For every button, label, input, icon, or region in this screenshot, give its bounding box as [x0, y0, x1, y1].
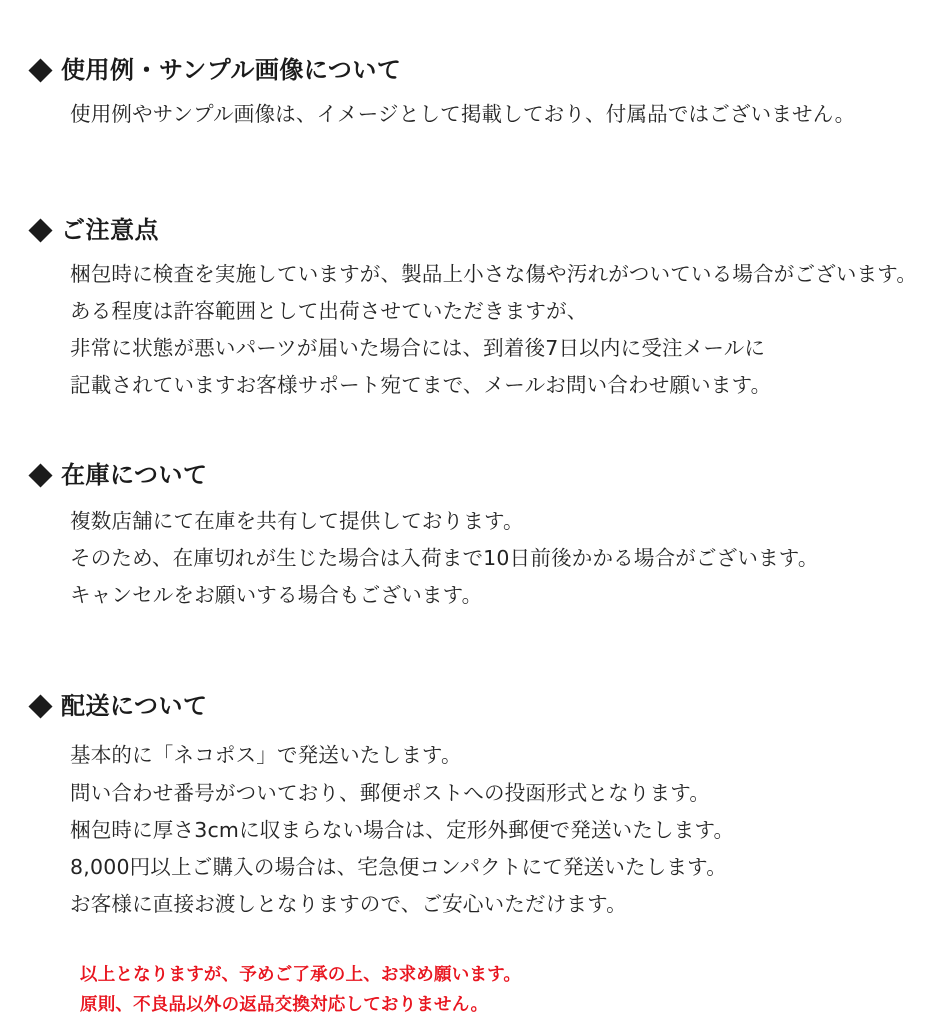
section-title: 在庫について: [61, 461, 208, 490]
body-line: 記載されていますお客様サポート宛てまで、メールお問い合わせ願います。: [70, 373, 772, 398]
section-body: [28, 740, 920, 920]
body-line: 複数店舗にて在庫を共有して提供しております。: [70, 509, 524, 534]
section-heading: [28, 692, 920, 721]
body-line: 梱包時に検査を実施していますが、製品上小さな傷や汚れがついている場合がございます。: [70, 261, 918, 286]
diamond-bullet-icon: [28, 464, 52, 488]
body-line: お客様に直接お渡しとなりますので、ご安心いただけます。: [70, 892, 627, 917]
closing-notice: [28, 962, 920, 1019]
diamond-bullet-icon: [28, 694, 52, 718]
body-line: 梱包時に厚さ3cmに収まらない場合は、定形外郵便で発送いたします。: [70, 817, 735, 842]
section-title: ご注意点: [61, 215, 159, 244]
body-line: 問い合わせ番号がついており、郵便ポストへの投函形式となります。: [70, 780, 711, 805]
section-title: 配送について: [61, 691, 208, 720]
section-body: [28, 506, 920, 611]
section-title: 使用例・サンプル画像について: [61, 56, 402, 84]
section-body: [28, 99, 920, 130]
body-line: 使用例やサンプル画像は、イメージとして掲載しており、付属品ではございません。: [70, 101, 856, 126]
body-line: キャンセルをお願いする場合もございます。: [70, 583, 483, 608]
section-heading: [28, 216, 920, 245]
notice-line: 以上となりますが、予めご了承の上、お求め願います。: [80, 965, 522, 986]
body-line: そのため、在庫切れが生じた場合は入荷まで10日前後かかる場合がございます。: [70, 546, 819, 571]
body-line: 非常に状態が悪いパーツが届いた場合には、到着後7日以内に受注メールに: [70, 336, 766, 361]
body-line: ある程度は許容範囲として出荷させていただきますが、: [70, 298, 588, 323]
body-line: 基本的に「ネコポス」で発送いたします。: [70, 743, 462, 768]
section-shipping: [28, 692, 920, 921]
section-body: [28, 259, 920, 402]
section-heading: [28, 461, 920, 490]
section-stock: [28, 461, 920, 611]
section-heading: [28, 56, 920, 85]
diamond-bullet-icon: [28, 218, 52, 242]
section-usage-sample: [28, 56, 920, 130]
diamond-bullet-icon: [28, 58, 52, 82]
body-line: 8,000円以上ご購入の場合は、宅急便コンパクトにて発送いたします。: [70, 854, 727, 879]
section-cautions: [28, 216, 920, 401]
notice-line: 原則、不良品以外の返品交換対応しておりません。: [80, 995, 489, 1016]
